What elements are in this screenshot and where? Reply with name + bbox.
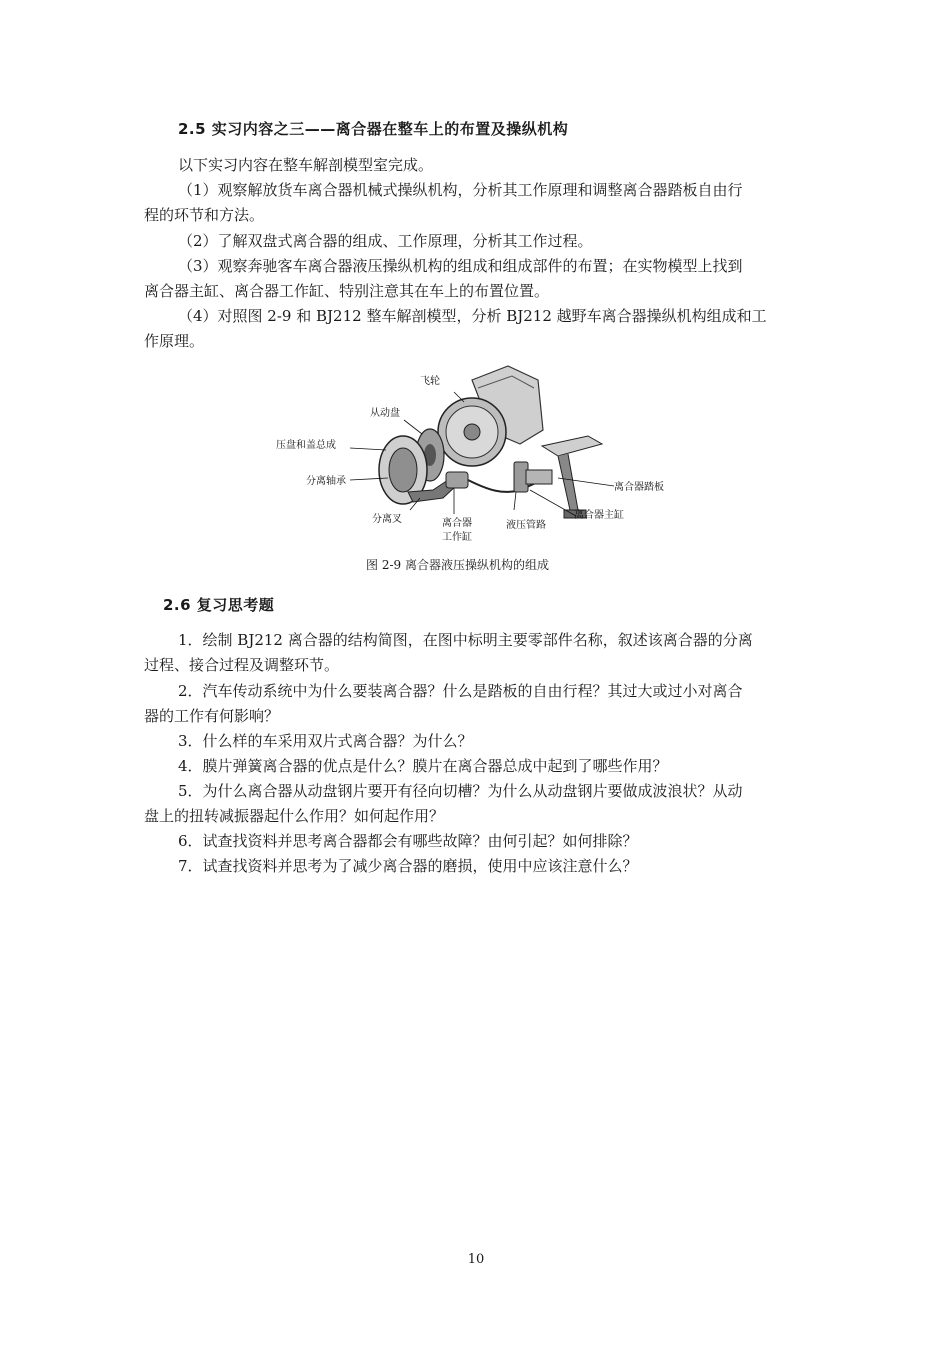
label-clutch-pedal: 离合器踏板 [614, 482, 664, 493]
question-1-line1: 1．绘制 BJ212 离合器的结构简图，在图中标明主要零部件名称，叙述该离合器的分离 [178, 631, 753, 649]
item2: （2）了解双盘式离合器的组成、工作原理，分析其工作过程。 [178, 232, 593, 250]
label-master-cylinder: 离合器主缸 [574, 510, 624, 521]
item1-line2: 程的环节和方法。 [144, 206, 265, 224]
figure-caption: 图 2-9 离合器液压操纵机构的组成 [366, 558, 549, 572]
item3-line1: （3）观察奔驰客车离合器液压操纵机构的组成和组成部件的布置；在实物模型上找到 [178, 257, 743, 275]
question-7: 7．试查找资料并思考为了减少离合器的磨损，使用中应该注意什么？ [178, 857, 638, 875]
question-2-line2: 器的工作有何影响？ [144, 707, 280, 725]
question-5-line1: 5．为什么离合器从动盘钢片要开有径向切槽？为什么从动盘钢片要做成波浪状？从动 [178, 782, 743, 800]
label-release-fork: 分离叉 [372, 514, 402, 525]
label-pressure-plate: 压盘和盖总成 [276, 440, 336, 451]
question-3: 3．什么样的车采用双片式离合器？为什么？ [178, 732, 473, 750]
label-slave-cylinder-2: 工作缸 [442, 532, 472, 543]
item3-line2: 离合器主缸、离合器工作缸、特别注意其在车上的布置位置。 [144, 282, 550, 300]
label-release-bearing: 分离轴承 [306, 476, 346, 487]
item1-line1: （1）观察解放货车离合器机械式操纵机构，分析其工作原理和调整离合器踏板自由行 [178, 181, 743, 199]
master-cylinder-illustration [514, 462, 552, 492]
question-5-line2: 盘上的扭转减振器起什么作用？如何起作用？ [144, 807, 445, 825]
label-driven-disc: 从动盘 [370, 408, 400, 419]
question-1-line2: 过程、接合过程及调整环节。 [144, 656, 340, 674]
flywheel-illustration [438, 398, 506, 466]
item4-line2: 作原理。 [144, 332, 205, 350]
section-heading-2-5: 2.5 实习内容之三——离合器在整车上的布置及操纵机构 [178, 120, 569, 138]
page-number: 10 [467, 1252, 485, 1267]
question-2-line1: 2．汽车传动系统中为什么要装离合器？什么是踏板的自由行程？其过大或过小对离合 [178, 682, 743, 700]
question-6: 6．试查找资料并思考离合器都会有哪些故障？由何引起？如何排除？ [178, 832, 638, 850]
item4-line1: （4）对照图 2-9 和 BJ212 整车解剖模型，分析 BJ212 越野车离合器操纵机构组成和工 [178, 307, 767, 325]
question-4: 4．膜片弹簧离合器的优点是什么？膜片在离合器总成中起到了哪些作用？ [178, 757, 668, 775]
clutch-diagram-svg [258, 360, 698, 552]
label-hydraulic-line: 液压管路 [506, 520, 546, 531]
clutch-hydraulic-diagram [258, 360, 698, 552]
label-flywheel: 飞轮 [420, 376, 440, 387]
intro-paragraph: 以下实习内容在整车解剖模型室完成。 [178, 156, 434, 174]
label-slave-cylinder-1: 离合器 [442, 518, 472, 529]
section-heading-2-6: 2.6 复习思考题 [163, 596, 275, 614]
